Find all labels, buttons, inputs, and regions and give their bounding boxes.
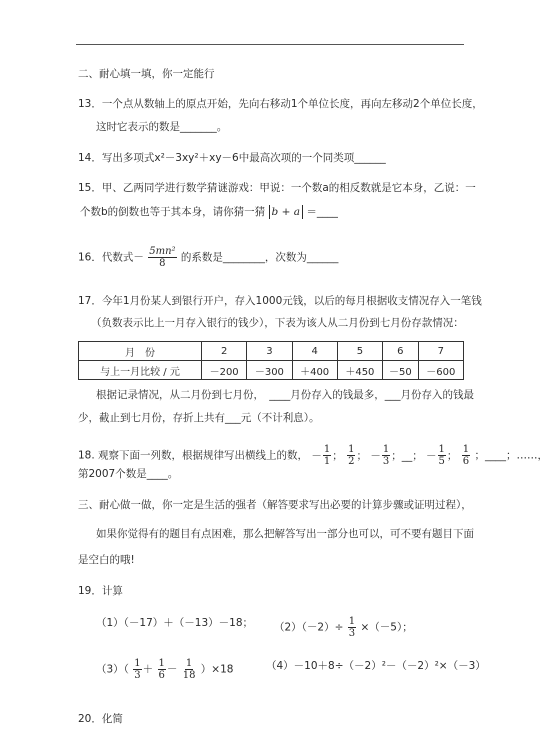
question-16-prefix: 16．代数式－ bbox=[78, 251, 144, 264]
part-2-suffix: ×（－5）； bbox=[360, 621, 413, 634]
question-20-title: 20．化简 bbox=[78, 713, 123, 725]
section-3-heading: 三、耐心做一做，你一定是生活的强者（解答要求写出必要的计算步骤或证明过程）， bbox=[78, 499, 472, 511]
question-15-suffix: ＝____ bbox=[306, 206, 338, 218]
table-cell: 4 bbox=[292, 342, 337, 361]
table-cell: 6 bbox=[383, 342, 419, 361]
section-3-note-2: 是空白的哦! bbox=[78, 554, 135, 566]
question-17-line-2: （负数表示比上一月存入银行的钱少），下表为该人从二月份到七月份存款情况： bbox=[91, 317, 464, 329]
question-17-after-1: 根据记录情况，从二月份到七月份， ____月份存入的钱最多，___月份存入的钱最 bbox=[96, 389, 474, 401]
absolute-value-expression: b + a bbox=[269, 205, 303, 219]
question-19-title: 19．计算 bbox=[78, 585, 123, 597]
part-2-prefix: （2）（－2）÷ bbox=[274, 621, 344, 634]
table-cell: 3 bbox=[247, 342, 292, 361]
sequence-end: ；____；……， bbox=[474, 449, 548, 462]
sequence-term: － $\frac{1}{5}$ ； bbox=[426, 444, 458, 467]
question-15-line-1: 15．甲、乙两同学进行数学猜谜游戏：甲说：一个数a的相反数就是它本身，乙说：一 bbox=[78, 182, 476, 194]
sequence-term: $\frac{1}{2}$ ； bbox=[348, 444, 367, 467]
question-13-line-2: 这时它表示的数是_______。 bbox=[96, 121, 228, 133]
table-cell: 5 bbox=[337, 342, 382, 361]
table-cell: －200 bbox=[202, 361, 247, 380]
question-19-part-2 bbox=[274, 616, 413, 639]
deposit-table bbox=[78, 341, 464, 380]
table-row bbox=[79, 361, 464, 380]
question-19-part-1: （1）（－17）＋（－13）－18； bbox=[96, 617, 254, 629]
question-13-line-1: 13．一个点从数轴上的原点开始，先向右移动1个单位长度，再向左移动2个单位长度， bbox=[78, 98, 483, 110]
section-2-heading: 二、耐心填一填，你一定能行 bbox=[78, 68, 215, 80]
table-cell: －300 bbox=[247, 361, 292, 380]
sequence-term: － $\frac{1}{1}$ ； bbox=[311, 444, 343, 467]
fraction: $\frac{1}{3}$ bbox=[134, 658, 141, 681]
table-row bbox=[79, 342, 464, 361]
question-18-line-2: 第2007个数是____。 bbox=[78, 468, 179, 480]
question-19-part-4: （4）－10＋8÷（－2）²－（－2）²×（－3） bbox=[266, 660, 486, 672]
question-15-prefix: 个数b的倒数也等于其本身，请你猜一猜 bbox=[80, 206, 266, 218]
part-3-suffix: ）×18 bbox=[200, 663, 234, 676]
fraction-denominator: 8 bbox=[159, 258, 166, 269]
fraction: $\frac{1}{3}$ bbox=[348, 616, 356, 639]
question-18-prefix: 18. 观察下面一列数，根据规律写出横线上的数， bbox=[78, 449, 309, 462]
table-cell: ＋450 bbox=[337, 361, 382, 380]
top-rule bbox=[76, 44, 464, 45]
question-17-line-1: 17．今年1月份某人到银行开户，存入1000元钱，以后的每月根据收支情况存入一笔钱 bbox=[78, 295, 482, 307]
sequence-term: － $\frac{1}{3}$ ；__； bbox=[370, 444, 423, 467]
question-19-part-3: （3）（ $\frac{1}{3}$ ＋ $\frac{1}{6}$ － $\frac{1}{18}$ ）×18 bbox=[96, 658, 234, 681]
fraction-numerator: 5mn² bbox=[149, 246, 176, 257]
table-cell: －50 bbox=[383, 361, 419, 380]
question-18-line-1 bbox=[78, 444, 548, 467]
section-3-note-1: 如果你觉得有的题目有点困难，那么把解答写出一部分也可以，可不要有题目下面 bbox=[96, 528, 474, 540]
fraction: $\frac{1}{6}$ bbox=[158, 658, 165, 681]
sequence-term: $\frac{1}{6}$ bbox=[462, 444, 470, 467]
coefficient-fraction bbox=[148, 246, 176, 269]
question-15-line-2 bbox=[80, 205, 338, 219]
table-cell: 2 bbox=[202, 342, 247, 361]
table-cell: 7 bbox=[418, 342, 463, 361]
table-header-change: 与上一月比较 / 元 bbox=[79, 361, 202, 380]
question-16-suffix: 的系数是________，次数为______ bbox=[180, 251, 339, 264]
question-14: 14．写出多项式x²－3xy²＋xy－6中最高次项的一个同类项______ bbox=[78, 152, 386, 164]
table-header-month: 月 份 bbox=[79, 342, 202, 361]
table-cell: －600 bbox=[418, 361, 463, 380]
part-3-prefix: （3）（ bbox=[96, 663, 129, 676]
question-16 bbox=[78, 246, 338, 269]
question-17-after-2: 少，截止到七月份，存折上共有___元（不计利息）。 bbox=[78, 412, 320, 424]
fraction: $\frac{1}{18}$ bbox=[182, 658, 196, 681]
table-cell: ＋400 bbox=[292, 361, 337, 380]
